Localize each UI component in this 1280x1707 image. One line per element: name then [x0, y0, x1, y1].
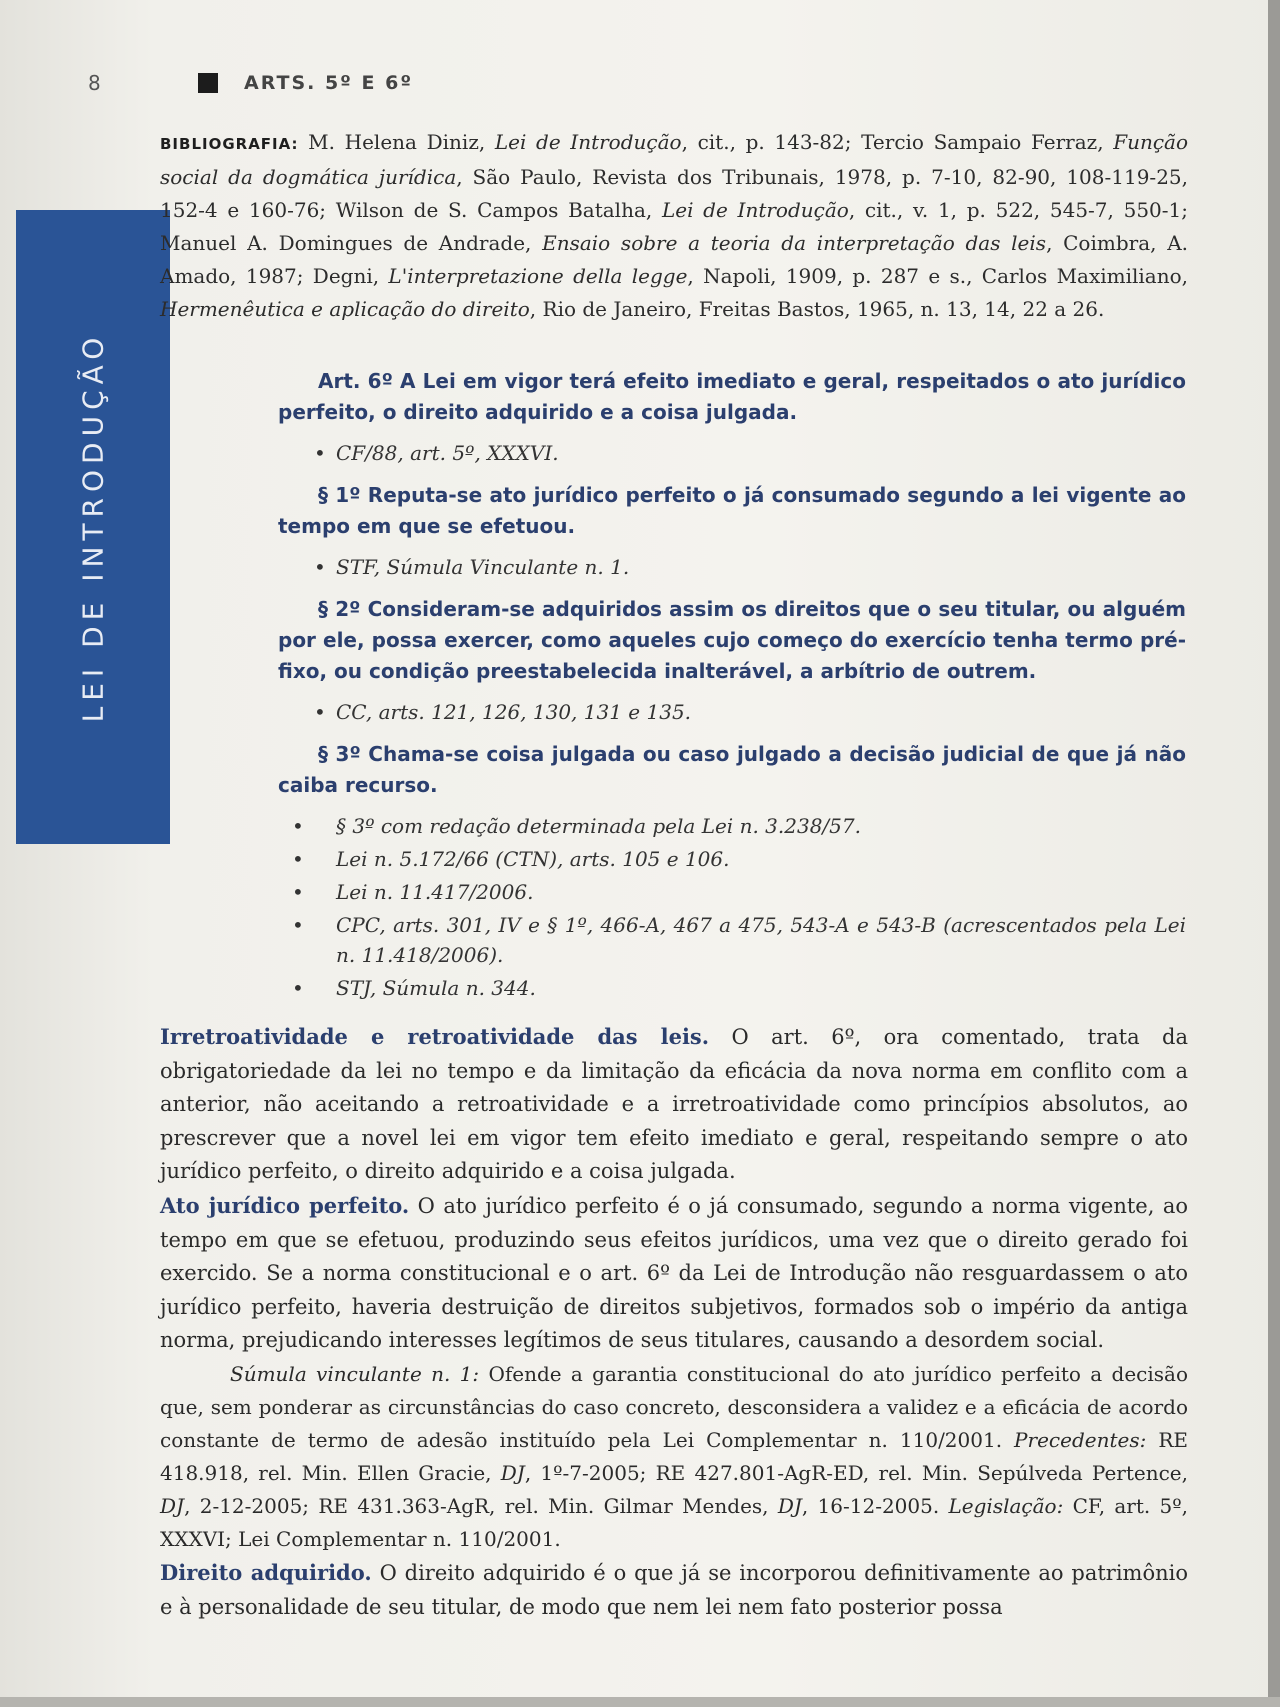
biblio-text: , Coimbra, A. Amado, 1987; Degni,: [160, 231, 1188, 288]
law-text-block: [278, 366, 1186, 1006]
reference-text: Lei n. 5.172/66 (CTN), arts. 105 e 106.: [336, 847, 730, 871]
article-6: Art. 6º A Lei em vigor terá efeito imediato e geral, respeitados o ato jurídico perfeito, o direito adquirido e a coisa julgada.: [278, 369, 1186, 424]
header-square-icon: [198, 73, 218, 93]
bullet-icon: •: [314, 441, 326, 465]
reference-item: [292, 910, 1186, 970]
paragraph-text: , 1º-7-2005; RE 427.801-AgR-ED, rel. Min. Sepúlveda Pertence,: [524, 1460, 1188, 1485]
reference-art6: [314, 438, 1186, 468]
bibliography: [160, 126, 1188, 326]
legislacao-label: Legislação:: [948, 1493, 1064, 1518]
reference-par1: [314, 552, 1186, 582]
bullet-icon: •: [292, 847, 304, 871]
paragraph-text: O ato jurídico perfeito é o já consumado, segundo a norma vigente, ao tempo em que se efetuou, produzindo seus efeitos jurídicos, uma vez que o direito gerado foi exercido. Se a norma constitucional e o art. 6º da Lei de Introdução não resguardassem o ato jurídico perfeito, haveria destruição de direitos subjetivos, formados sob o império da antiga norma, prejudicando interesses legítimos de seus titulares, causando a desordem social.: [160, 1193, 1188, 1353]
paragraph-2: § 2º Consideram-se adquiridos assim os direitos que o seu titular, ou alguém por ele, possa exercer, como aqueles cujo começo do exercício tenha termo pré-fixo, ou condição preestabelecida inalterável, a arbítrio de outrem.: [278, 597, 1186, 683]
page-edge-bottom: [0, 1697, 1280, 1707]
bullet-icon: •: [292, 913, 304, 937]
reference-text: CC, arts. 121, 126, 130, 131 e 135.: [336, 700, 692, 724]
biblio-text: , cit., p. 143-82; Tercio Sampaio Ferraz,: [681, 130, 1114, 154]
precedentes-label: Precedentes:: [1014, 1427, 1147, 1452]
reference-text: § 3º com redação determinada pela Lei n. 3.238/57.: [336, 814, 861, 838]
biblio-text: , cit., v. 1, p. 522, 545-7, 550-1; Manuel A. Domingues de Andrade,: [160, 198, 1188, 255]
paragraph-3: § 3º Chama-se coisa julgada ou caso julgado a decisão judicial de que já não caiba recurso.: [278, 742, 1186, 797]
paragraph-text: , 2-12-2005; RE 431.363-AgR, rel. Min. Gilmar Mendes,: [184, 1493, 778, 1518]
biblio-title: Lei de Introdução: [494, 130, 682, 154]
reference-text: CF/88, art. 5º, XXXVI.: [336, 441, 559, 465]
section-side-tab: [16, 210, 170, 844]
dj-label: DJ: [777, 1493, 802, 1518]
biblio-title: Função social da dogmática jurídica: [160, 130, 1189, 189]
commentary-body: [160, 1020, 1188, 1624]
bullet-icon: •: [292, 976, 304, 1000]
bullet-icon: •: [292, 880, 304, 904]
references-par3: [278, 811, 1186, 1003]
dj-label: DJ: [160, 1493, 185, 1518]
running-title: ARTS. 5º E 6º: [244, 72, 414, 94]
page-header: [88, 68, 413, 98]
paragraph-text: O direito adquirido é o que já se incorporou definitivamente ao patrimônio e à personalidade de seu titular, de modo que nem lei nem fato posterior possa: [160, 1560, 1188, 1619]
reference-item: [292, 877, 1186, 907]
bibliography-label: BIBLIOGRAFIA:: [160, 135, 299, 153]
biblio-title: Ensaio sobre a teoria da interpretação das leis: [542, 231, 1047, 255]
bullet-icon: •: [314, 700, 326, 724]
sumula-label: Súmula vinculante n. 1:: [230, 1361, 480, 1386]
paragraph-text: RE 418.918, rel. Min. Ellen Gracie,: [160, 1427, 1188, 1485]
paragraph-text: O art. 6º, ora comentado, trata da obrigatoriedade da lei no tempo e da limitação da eficácia da nova norma em conflito com a anterior, não aceitando a retroatividade e a irretroatividade como princípios absolutos, ao prescrever que a novel lei em vigor tem efeito imediato e geral, respeitando sempre o ato jurídico perfeito, o direito adquirido e a coisa julgada.: [160, 1025, 1189, 1184]
heading-irretroatividade: Irretroatividade e retroatividade das leis.: [160, 1024, 710, 1049]
biblio-title: Lei de Introdução: [661, 198, 849, 222]
reference-item: [292, 811, 1186, 841]
reference-text: Lei n. 11.417/2006.: [336, 880, 534, 904]
page-edge-shadow: [1268, 0, 1280, 1707]
heading-direito-adquirido: Direito adquirido.: [160, 1559, 372, 1585]
page-number: 8: [88, 71, 101, 95]
biblio-text: , Napoli, 1909, p. 287 e s., Carlos Maximiliano,: [687, 264, 1189, 288]
bullet-icon: •: [314, 555, 326, 579]
paragraph-sumula: [160, 1358, 1188, 1556]
biblio-text: , Rio de Janeiro, Freitas Bastos, 1965, n. 13, 14, 22 a 26.: [529, 297, 1105, 321]
biblio-text: M. Helena Diniz,: [298, 130, 495, 154]
bullet-icon: •: [292, 814, 304, 838]
reference-text: STJ, Súmula n. 344.: [336, 976, 536, 1000]
reference-text: STF, Súmula Vinculante n. 1.: [336, 555, 630, 579]
side-tab-label: LEI DE INTRODUÇÃO: [76, 331, 110, 723]
paragraph-text: CF, art. 5º, XXXVI; Lei Complementar n. 110/2001.: [160, 1493, 1188, 1551]
reference-item: [292, 973, 1186, 1003]
biblio-text: , São Paulo, Revista dos Tribunais, 1978, p. 7-10, 82-90, 108-119-25, 152-4 e 160-76; Wilson de S. Campos Batalha,: [160, 165, 1188, 222]
reference-text: CPC, arts. 301, IV e § 1º, 466-A, 467 a 475, 543-A e 543-B (acrescentados pela Lei n. 11.418/2006).: [336, 913, 1186, 967]
paragraph-text: , 16-12-2005.: [801, 1493, 949, 1518]
heading-ato-juridico: Ato jurídico perfeito.: [160, 1192, 410, 1218]
paragraph-text: Ofende a garantia constitucional do ato jurídico perfeito a decisão que, sem ponderar as circunstâncias do caso concreto, desconsidera a validez e a eficácia de acordo constante de termo de adesão instituído pela Lei Complementar n. 110/2001.: [160, 1361, 1188, 1452]
dj-label: DJ: [500, 1460, 525, 1485]
reference-item: [292, 844, 1186, 874]
reference-par2: [314, 697, 1186, 727]
biblio-title: L'interpretazione della legge: [388, 264, 688, 288]
biblio-title: Hermenêutica e aplicação do direito: [160, 297, 530, 321]
paragraph-1: § 1º Reputa-se ato jurídico perfeito o já consumado segundo a lei vigente ao tempo em que se efetuou.: [278, 483, 1186, 538]
